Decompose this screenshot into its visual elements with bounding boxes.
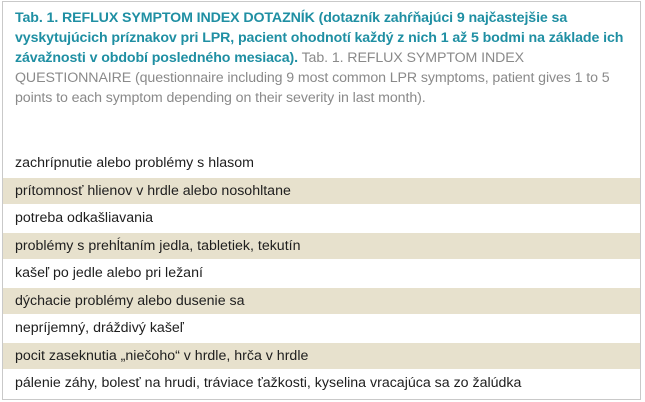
symptom-row: zachrípnutie alebo problémy s hlasom <box>3 149 640 177</box>
symptom-row: dýchacie problémy alebo dusenie sa <box>3 287 640 315</box>
symptom-row: prítomnosť hlienov v hrdle alebo nosohltane <box>3 177 640 205</box>
symptom-row: potreba odkašliavania <box>3 204 640 232</box>
symptom-row: pocit zaseknutia „niečoho“ v hrdle, hrča v hrdle <box>3 342 640 370</box>
symptom-list <box>3 149 640 397</box>
symptom-row: problémy s prehĺtaním jedla, tabletiek, tekutín <box>3 232 640 260</box>
table-caption <box>3 2 640 108</box>
caption-english: Tab. 1. REFLUX SYMPTOM INDEX QUESTIONNAIRE (questionnaire including 9 most common LPR symptoms, patient gives 1 to 5 points to each symptom depending on their severity in last month). <box>15 50 610 106</box>
symptom-row: kašeľ po jedle alebo pri ležaní <box>3 259 640 287</box>
table-frame <box>2 1 641 400</box>
caption-slovak: Tab. 1. REFLUX SYMPTOM INDEX DOTAZNÍK (dotazník zahŕňajúci 9 najčastejšie sa vyskytujúcich príznakov pri LPR, pacient ohodnotí každý z nich 1 až 5 bodmi na základe ich závažnosti v období posledného mesiaca). <box>15 10 624 66</box>
symptom-row: nepríjemný, dráždivý kašeľ <box>3 314 640 342</box>
symptom-row: pálenie záhy, bolesť na hrudi, tráviace ťažkosti, kyselina vracajúca sa zo žalúdka <box>3 369 640 397</box>
